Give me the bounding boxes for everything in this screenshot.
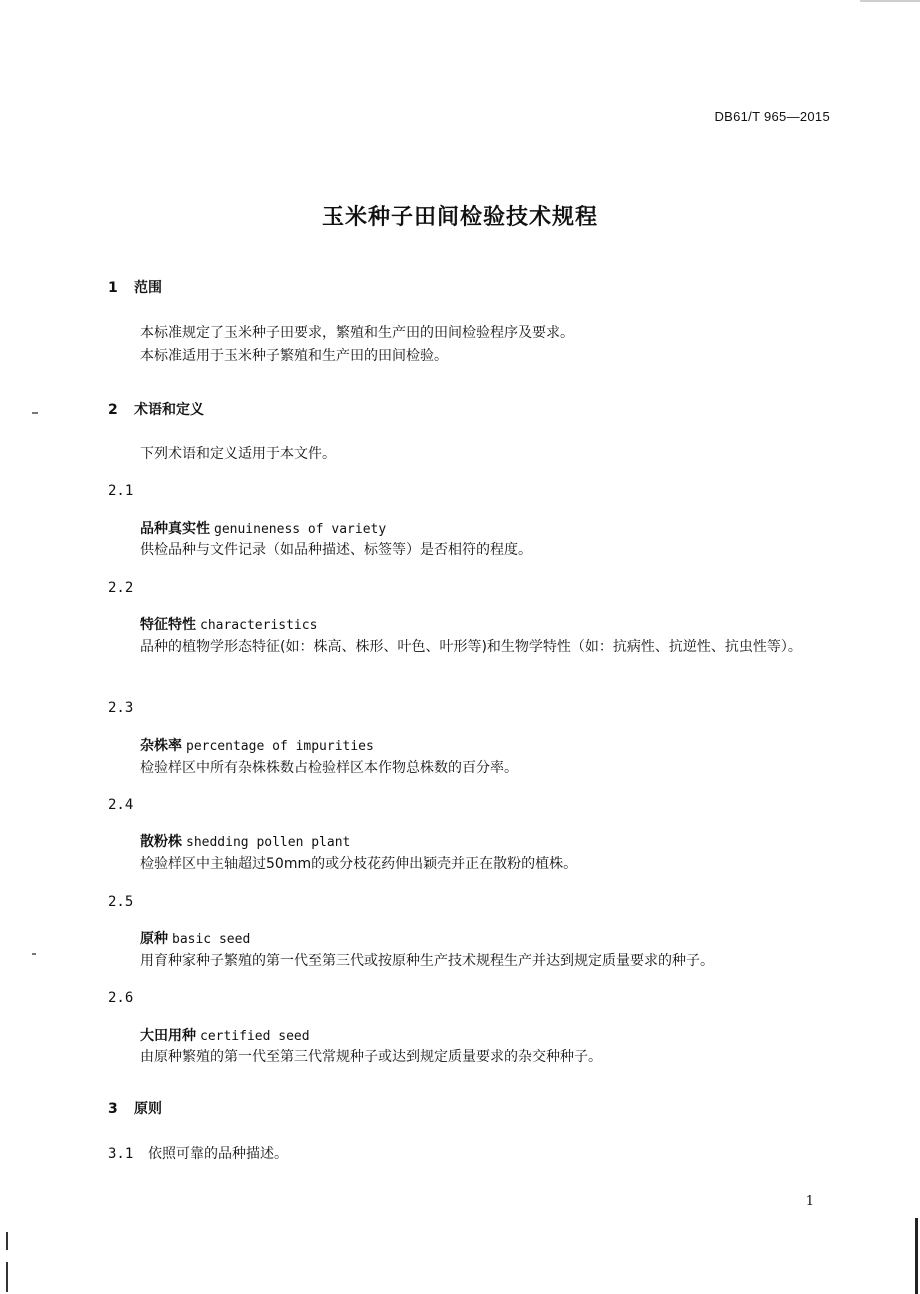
term-name-zh: 品种真实性 bbox=[140, 521, 210, 537]
term-definition: 检验样区中所有杂株株数占检验样区本作物总株数的百分率。 bbox=[140, 760, 518, 776]
term-name-en: genuineness of variety bbox=[214, 522, 387, 537]
section-number: 2 bbox=[108, 402, 118, 418]
term-heading bbox=[140, 928, 250, 948]
term-name-zh: 大田用种 bbox=[140, 1028, 196, 1044]
section-title: 范围 bbox=[134, 280, 162, 296]
term-name-zh: 散粉株 bbox=[140, 834, 182, 850]
term-heading bbox=[140, 831, 350, 851]
term-number: 2.5 bbox=[108, 894, 134, 910]
term-name-en: characteristics bbox=[200, 618, 318, 633]
term-name-en: shedding pollen plant bbox=[186, 835, 351, 850]
term-heading bbox=[140, 1025, 310, 1045]
scope-paragraph-2: 本标准适用于玉米种子繁殖和生产田的田间检验。 bbox=[140, 348, 448, 364]
term-number: 2.4 bbox=[108, 797, 134, 813]
scan-edge-right bbox=[915, 1218, 918, 1294]
scope-paragraph-1: 本标准规定了玉米种子田要求，繁殖和生产田的田间检验程序及要求。 bbox=[140, 325, 574, 341]
term-number: 2.1 bbox=[108, 483, 134, 499]
term-definition: 用育种家种子繁殖的第一代至第三代或按原种生产技术规程生产并达到规定质量要求的种子。 bbox=[140, 953, 714, 969]
term-heading bbox=[140, 735, 374, 755]
standard-code: DB61/T 965—2015 bbox=[714, 109, 830, 124]
term-name-zh: 特征特性 bbox=[140, 617, 196, 633]
section-title: 原则 bbox=[134, 1101, 162, 1117]
scan-edge-mark bbox=[6, 1262, 8, 1292]
term-name-en: certified seed bbox=[200, 1029, 310, 1044]
term-heading bbox=[140, 518, 386, 538]
term-number: 2.2 bbox=[108, 580, 134, 596]
scan-edge-mark bbox=[6, 1232, 8, 1250]
section-number: 3 bbox=[108, 1101, 118, 1117]
section-number: 1 bbox=[108, 280, 118, 296]
scan-edge-top bbox=[860, 0, 920, 2]
term-definition: 供检品种与文件记录（如品种描述、标签等）是否相符的程度。 bbox=[140, 542, 532, 558]
section-2-heading bbox=[108, 399, 204, 419]
document-title: 玉米种子田间检验技术规程 bbox=[321, 205, 598, 230]
clause-3-1 bbox=[108, 1143, 288, 1163]
section-title: 术语和定义 bbox=[134, 402, 204, 418]
scan-speck bbox=[32, 412, 38, 414]
term-definition: 品种的植物学形态特征(如：株高、株形、叶色、叶形等)和生物学特性（如：抗病性、抗逆性、抗虫性等）。 bbox=[140, 639, 802, 655]
scan-speck bbox=[32, 953, 36, 955]
terms-intro-paragraph: 下列术语和定义适用于本文件。 bbox=[140, 446, 336, 462]
clause-number: 3.1 bbox=[108, 1146, 134, 1162]
term-definition: 检验样区中主轴超过50mm的或分枝花药伸出颖壳并正在散粉的植株。 bbox=[140, 856, 578, 872]
term-heading bbox=[140, 614, 317, 634]
section-3-heading bbox=[108, 1098, 162, 1118]
term-name-en: basic seed bbox=[172, 932, 251, 947]
term-number: 2.6 bbox=[108, 990, 134, 1006]
term-name-en: percentage of impurities bbox=[186, 739, 374, 754]
clause-text: 依照可靠的品种描述。 bbox=[148, 1146, 288, 1162]
term-number: 2.3 bbox=[108, 700, 134, 716]
section-1-heading bbox=[108, 277, 162, 297]
term-definition: 由原种繁殖的第一代至第三代常规种子或达到规定质量要求的杂交种种子。 bbox=[140, 1049, 602, 1065]
term-name-zh: 杂株率 bbox=[140, 738, 182, 754]
page-number: 1 bbox=[805, 1194, 814, 1209]
term-name-zh: 原种 bbox=[140, 931, 168, 947]
